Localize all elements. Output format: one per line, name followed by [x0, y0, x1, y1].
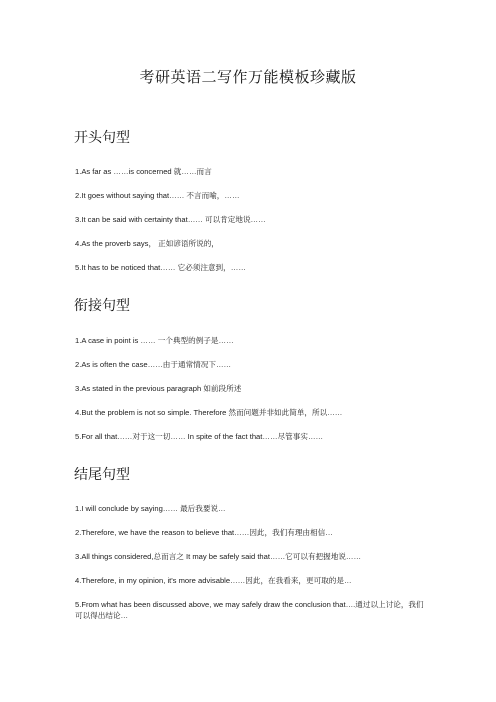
list-item: 1.A case in point is …… 一个典型的例子是…… [75, 336, 234, 345]
list-item: 3.It can be said with certainty that…… 可以肯定地说…… [75, 215, 266, 224]
list-item: 3.As stated in the previous paragraph 如前段所述 [75, 384, 242, 393]
section-heading-transition: 衔接句型 [74, 297, 130, 313]
list-item: 4.Therefore, in my opinion, it's more advisable……因此，在我看来，更可取的是… [75, 576, 352, 585]
list-item: 4.As the proverb says， 正如谚语所说的， [75, 239, 219, 248]
list-item: 5.From what has been discussed above, we may safely draw the conclusion that….通过以上讨论，我们可以得出结论… [75, 600, 424, 620]
list-item: 2.As is often the case……由于通常情况下…… [75, 360, 232, 369]
document-title: 考研英语二写作万能模板珍藏版 [139, 69, 357, 86]
list-item: 1.As far as ……is concerned 就……而言 [75, 167, 212, 176]
list-item: 5.For all that……对于这一切…… In spite of the fact that……尽管事实…… [75, 432, 324, 441]
section-heading-conclusion: 结尾句型 [74, 466, 130, 482]
list-item: 5.It has to be noticed that…… 它必须注意到，…… [75, 263, 246, 272]
list-item: 2.Therefore, we have the reason to believe that……因此，我们有理由相信… [75, 528, 333, 537]
list-item: 2.It goes without saying that…… 不言而喻，…… [75, 191, 240, 200]
section-heading-opening: 开头句型 [74, 129, 130, 145]
list-item: 4.But the problem is not so simple. Therefore 然而问题并非如此简单，所以…… [75, 408, 343, 417]
list-item: 3.All things considered,总而言之 It may be safely said that……它可以有把握地说…… [75, 552, 362, 561]
list-item: 1.I will conclude by saying…… 最后我要说… [75, 504, 226, 513]
